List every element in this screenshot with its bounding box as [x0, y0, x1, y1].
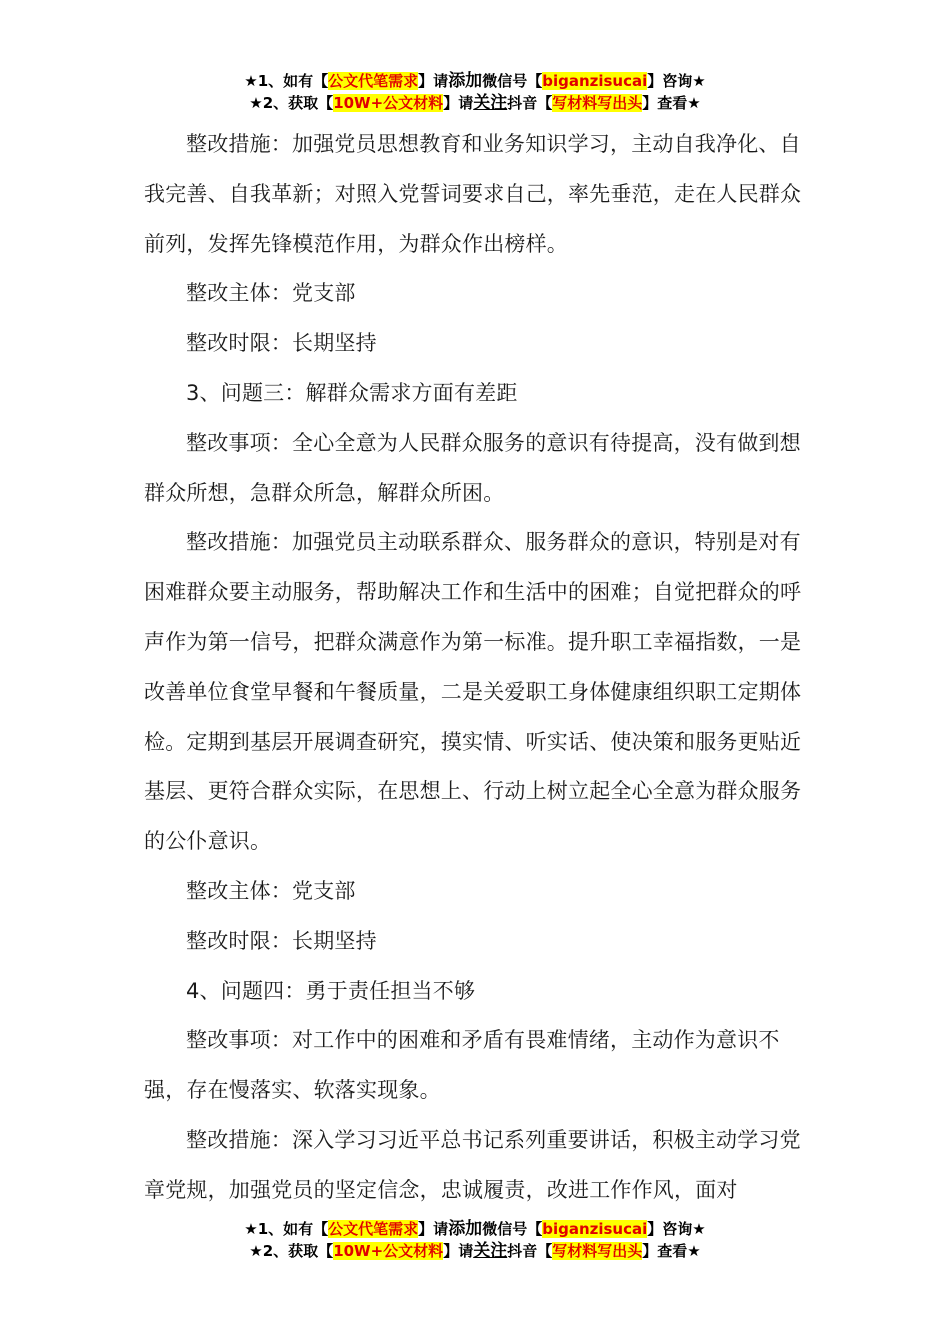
banner-douyin-id: 写材料写出头 — [552, 1242, 643, 1260]
footer-banner-line-2 — [0, 1240, 950, 1262]
document-body — [144, 120, 808, 1216]
banner-text: 】请 — [418, 72, 449, 90]
banner-text: ★2、获取【 — [249, 1242, 334, 1260]
paragraph-subject-1: 整改主体：党支部 — [186, 281, 356, 306]
paragraph-deadline-1: 整改时限：长期坚持 — [186, 331, 377, 356]
banner-douyin-id: 写材料写出头 — [552, 94, 643, 112]
banner-emphasis: 添加 — [448, 71, 483, 91]
banner-text: 微信号【 — [482, 1220, 543, 1238]
paragraph-problem-3: 3、问题三：解群众需求方面有差距 — [186, 380, 518, 405]
banner-highlight: 公文代笔需求 — [328, 72, 419, 90]
paragraph-deadline-3: 整改时限：长期坚持 — [186, 928, 377, 953]
banner-text: 抖音【 — [507, 94, 553, 112]
banner-text: 】咨询★ — [647, 72, 706, 90]
banner-text: 】请 — [443, 1242, 474, 1260]
paragraph-problem-4: 4、问题四：勇于责任担当不够 — [186, 978, 476, 1003]
header-banner-line-1 — [0, 70, 950, 92]
banner-text: 】查看★ — [642, 94, 701, 112]
banner-text: ★2、获取【 — [249, 94, 334, 112]
banner-text: 】查看★ — [642, 1242, 701, 1260]
banner-emphasis: 关注 — [473, 1241, 508, 1261]
footer-banner — [0, 1218, 950, 1262]
paragraph-measures-4: 整改措施：深入学习习近平总书记系列重要讲话，积极主动学习党章党规，加强党员的坚定信念，忠诚履责，改进工作作风，面对 — [144, 1127, 801, 1202]
header-banner-line-2 — [0, 92, 950, 114]
banner-highlight: 公文代笔需求 — [328, 1220, 419, 1238]
paragraph-measures-3: 整改措施：加强党员主动联系群众、服务群众的意识，特别是对有困难群众要主动服务，帮助解决工作和生活中的困难；自觉把群众的呼声作为第一信号，把群众满意作为第一标准。提升职工幸福指数，一是改善单位食堂早餐和午餐质量，二是关爱职工身体健康组织职工定期体检。定期到基层开展调查研究，摸实情、听实话、使决策和服务更贴近基层、更符合群众实际，在思想上、行动上树立起全心全意为群众服务的公仆意识。 — [144, 530, 802, 854]
banner-highlight: 10W+公文材料 — [333, 1242, 444, 1260]
banner-text: 抖音【 — [507, 1242, 553, 1260]
banner-text: 】请 — [443, 94, 474, 112]
banner-wechat-id: biganzisucai — [542, 1220, 648, 1238]
header-banner — [0, 70, 950, 114]
banner-emphasis: 关注 — [473, 93, 508, 113]
paragraph-item-4: 整改事项：对工作中的困难和矛盾有畏难情绪，主动作为意识不强，存在慢落实、软落实现象。 — [144, 1028, 780, 1103]
banner-text: ★1、如有【 — [244, 1220, 329, 1238]
banner-text: 】请 — [418, 1220, 449, 1238]
banner-text: 】咨询★ — [647, 1220, 706, 1238]
paragraph-measures-1: 整改措施：加强党员思想教育和业务知识学习，主动自我净化、自我完善、自我革新；对照入党誓词要求自己，率先垂范，走在人民群众前列，发挥先锋模范作用，为群众作出榜样。 — [144, 132, 802, 256]
banner-wechat-id: biganzisucai — [542, 72, 648, 90]
paragraph-item-3: 整改事项：全心全意为人民群众服务的意识有待提高，没有做到想群众所想，急群众所急，解群众所困。 — [144, 430, 801, 505]
banner-emphasis: 添加 — [448, 1219, 483, 1239]
banner-highlight: 10W+公文材料 — [333, 94, 444, 112]
banner-text: 微信号【 — [482, 72, 543, 90]
paragraph-subject-3: 整改主体：党支部 — [186, 878, 356, 903]
banner-text: ★1、如有【 — [244, 72, 329, 90]
footer-banner-line-1 — [0, 1218, 950, 1240]
